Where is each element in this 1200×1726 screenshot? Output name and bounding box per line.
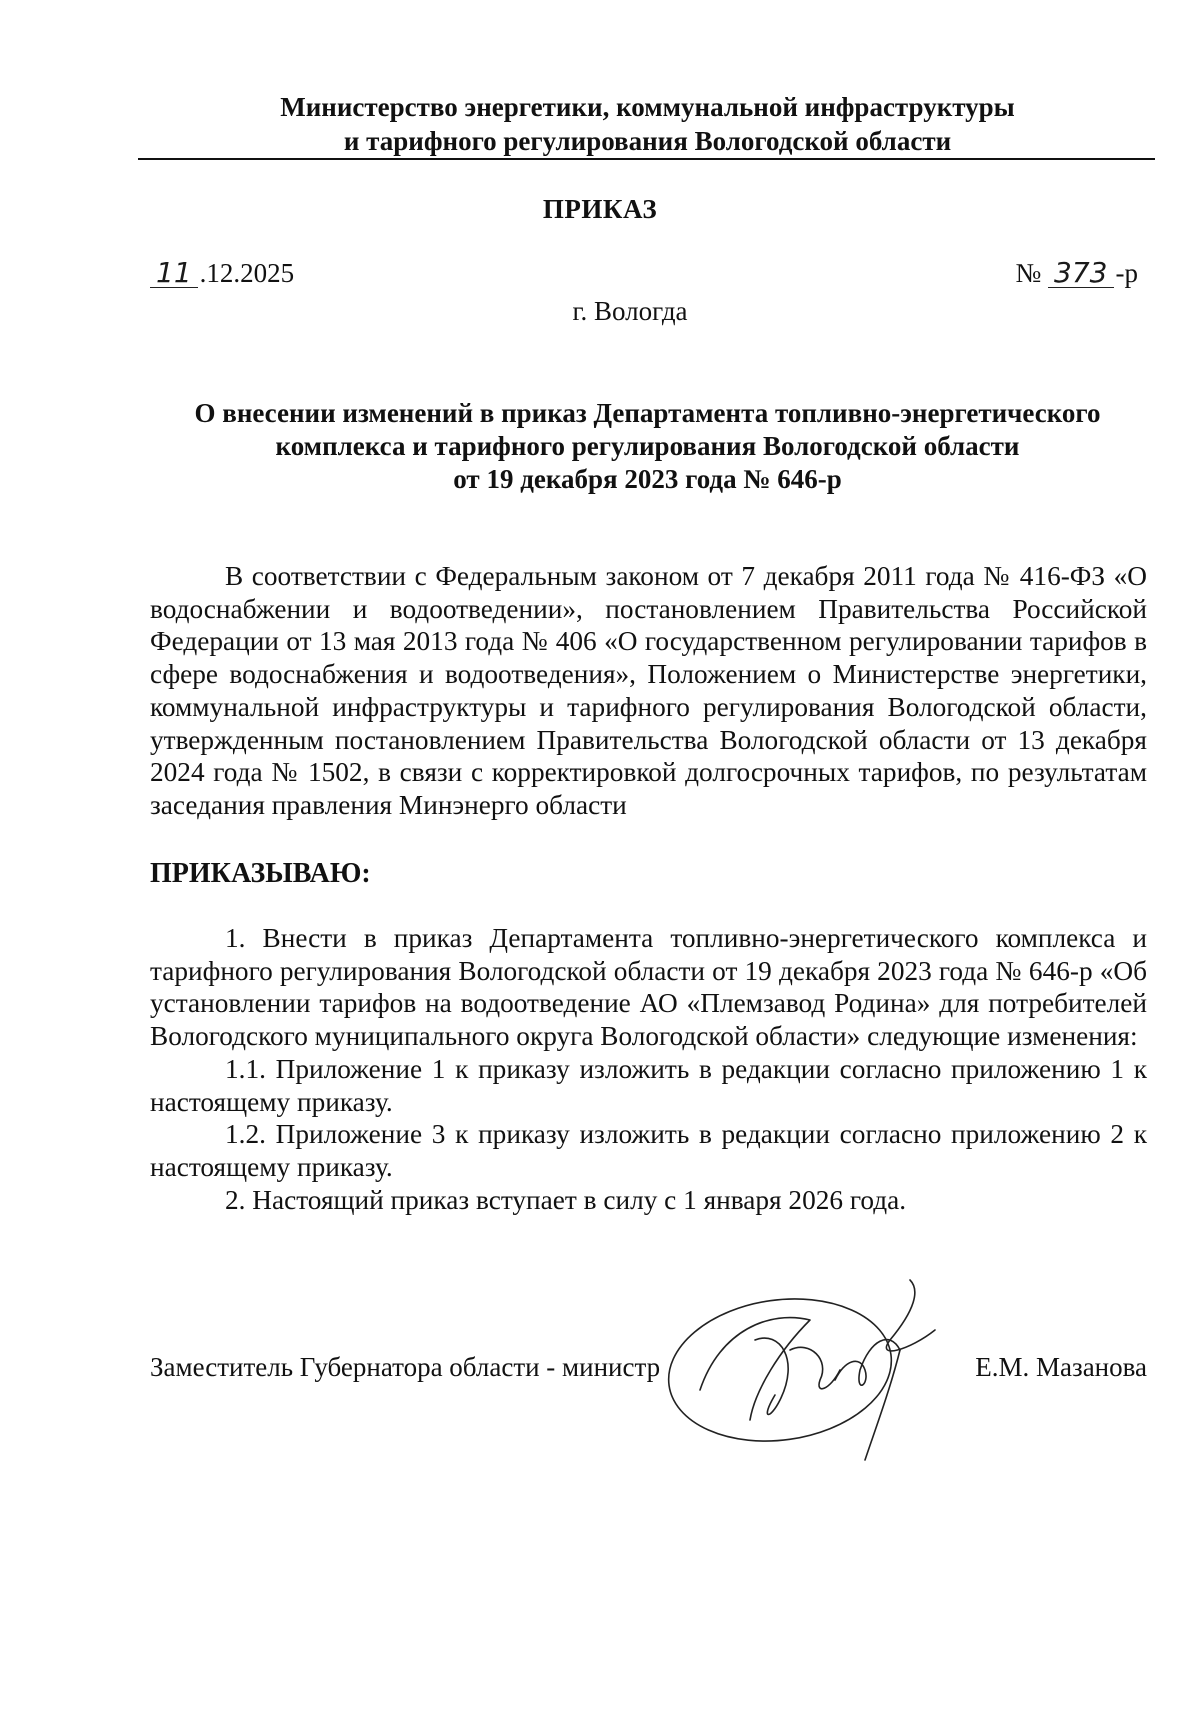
date-day-handwritten: 11	[150, 259, 198, 288]
number-handwritten: 373	[1048, 259, 1113, 288]
date-month-year: .12.2025	[199, 258, 295, 288]
signatory-position: Заместитель Губернатора области - министр	[150, 1352, 661, 1382]
document-city: г. Вологда	[572, 296, 688, 326]
preamble-block	[150, 560, 1147, 822]
header-divider	[138, 158, 1155, 160]
handwritten-signature	[660, 1270, 980, 1470]
title-line1: О внесении изменений в приказ Департамента топливно-энергетического	[194, 398, 1101, 428]
document-type: ПРИКАЗ	[542, 194, 658, 224]
organization-name-line2: и тарифного регулирования Вологодской области	[343, 126, 952, 156]
document-date	[150, 258, 294, 289]
organization-header	[140, 90, 1155, 158]
order-items	[150, 922, 1147, 1216]
preamble-paragraph: В соответствии с Федеральным законом от 7 декабря 2011 года № 416-ФЗ «О водоснабжении и водоотведении», постановлением Правительства Российской Федерации от 13 мая 2013 года № 406 «О государственном регулировании тарифов в сфере водоснабжения и водоотведения», Положением о Министерстве энергетики, коммунальной инфраструктуры и тарифного регулирования Вологодской области, утвержденным постановлением Правительства Вологодской области от 13 декабря 2024 года № 1502, в связи с корректировкой долгосрочных тарифов, по результатам заседания правления Минэнерго области	[150, 561, 1147, 820]
document-number	[1016, 258, 1138, 289]
number-sign: №	[1015, 258, 1042, 288]
organization-name-line1: Министерство энергетики, коммунальной инфраструктуры	[280, 92, 1015, 122]
title-line3: от 19 декабря 2023 года № 646-р	[453, 464, 842, 494]
order-word: ПРИКАЗЫВАЮ:	[150, 858, 371, 889]
number-suffix: -р	[1115, 258, 1138, 288]
signatory-name: Е.М. Мазанова	[975, 1352, 1147, 1382]
document-title	[140, 397, 1155, 496]
order-item-1-2: 1.2. Приложение 3 к приказу изложить в редакции согласно приложению 2 к настоящему приказу.	[150, 1119, 1147, 1182]
order-item-2: 2. Настоящий приказ вступает в силу с 1 января 2026 года.	[225, 1184, 907, 1215]
order-item-1: 1. Внести в приказ Департамента топливно-энергетического комплекса и тарифного регулирования Вологодской области от 19 декабря 2023 года № 646-р «Об установлении тарифов на водоотведение АО «Племзавод Родина» для потребителей Вологодского муниципального округа Вологодской области» следующие изменения:	[150, 923, 1147, 1052]
order-item-1-1: 1.1. Приложение 1 к приказу изложить в редакции согласно приложению 1 к настоящему приказу.	[150, 1053, 1147, 1117]
title-line2: комплекса и тарифного регулирования Вологодской области	[275, 431, 1020, 461]
